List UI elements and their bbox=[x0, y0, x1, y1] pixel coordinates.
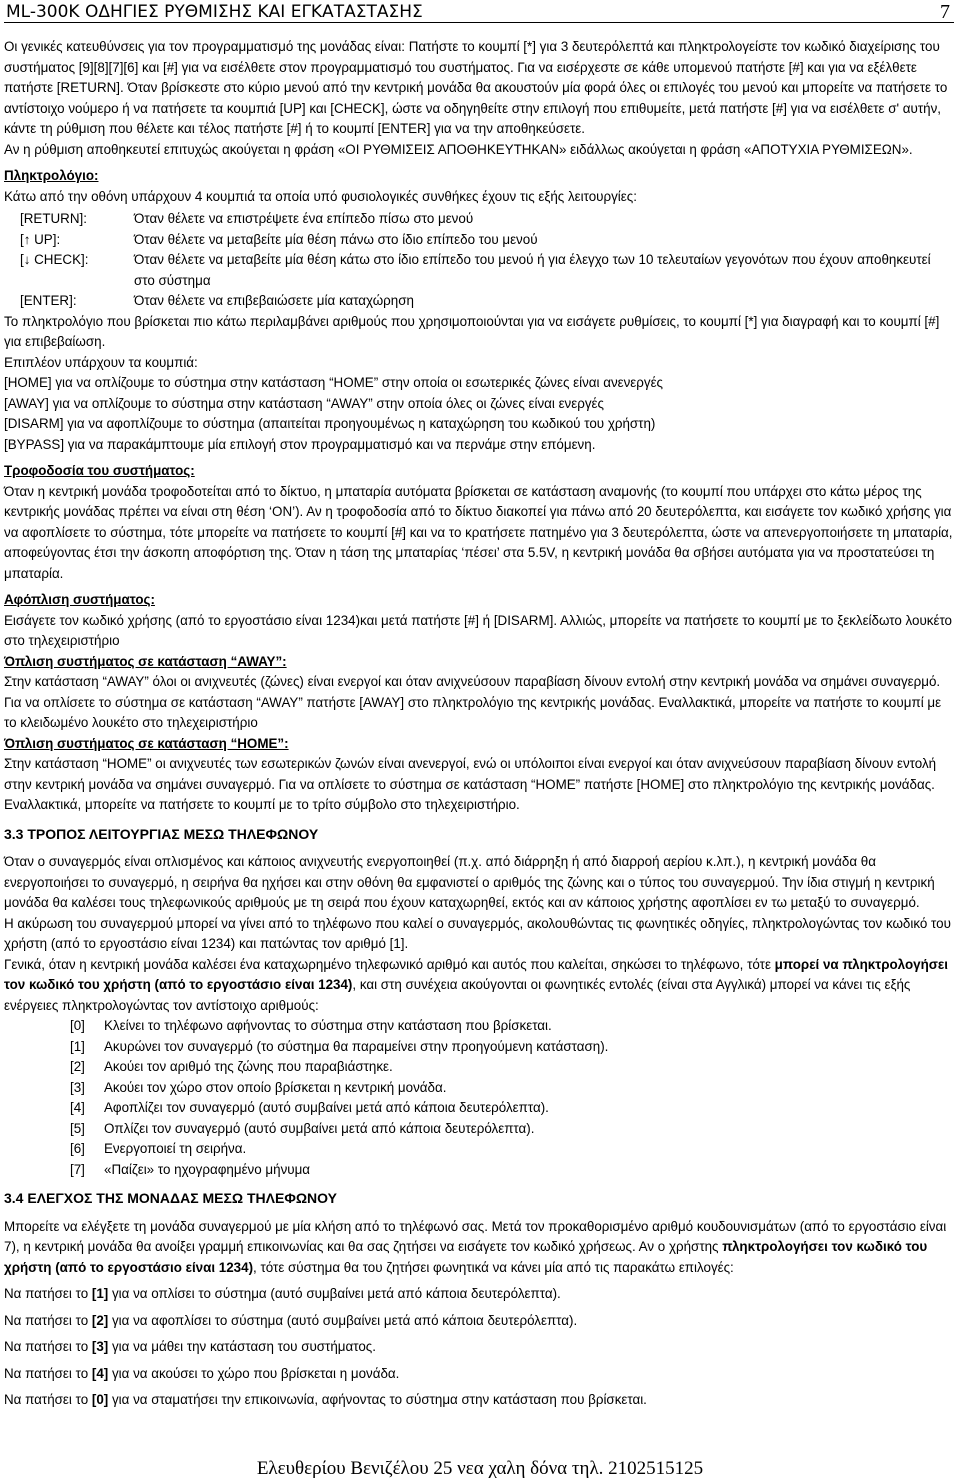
extra-key-away: [AWAY] για να οπλίζουμε το σύστημα στην κατάσταση “AWAY” στην οποία όλες οι ζώνες είναι ενεργές bbox=[4, 395, 604, 411]
keyboard-heading: Πληκτρολόγιο: bbox=[4, 168, 99, 183]
option-code: [0] bbox=[70, 1018, 85, 1033]
key-row bbox=[4, 291, 954, 312]
key-list bbox=[4, 209, 954, 312]
text-run: Γενικά, όταν η κεντρική μονάδα καλέσει ένα καταχωρημένο τηλεφωνικό αριθμό και αυτός που καλείται, σηκώσει το τηλέφωνο, τότε bbox=[4, 956, 775, 972]
option-code: [1] bbox=[91, 1286, 109, 1301]
key-desc: Όταν θέλετε να επιστρέψετε ένα επίπεδο πίσω στο μενού bbox=[134, 211, 474, 226]
option-code: [3] bbox=[91, 1339, 109, 1354]
option-code: [4] bbox=[91, 1365, 109, 1381]
text-run: για να σταματήσει την επικοινωνία, αφήνοντας το σύστημα στην κατάσταση που βρίσκεται. bbox=[108, 1392, 647, 1407]
list-item bbox=[4, 1311, 954, 1332]
extra-key-home: [HOME] για να οπλίζουμε το σύστημα στην κατάσταση “HOME” στην οποία οι εσωτερικές ζώνες είναι ανενεργές bbox=[4, 375, 664, 390]
option-text: Κλείνει το τηλέφωνο αφήνοντας το σύστημα στην κατάσταση που βρίσκεται. bbox=[104, 1018, 552, 1033]
option-text: Ακυρώνει τον συναγερμό (το σύστημα θα παραμείνει στην προηγούμενη κατάσταση). bbox=[104, 1038, 609, 1054]
extra-key-disarm: [DISARM] για να αφοπλίζουμε το σύστημα (απαιτείται προηγουμένως η καταχώρηση του κωδικού του χρήστη) bbox=[4, 416, 656, 431]
page-header bbox=[4, 0, 954, 23]
list-item bbox=[70, 1160, 954, 1181]
list-item bbox=[4, 1364, 954, 1385]
option-code: [5] bbox=[70, 1120, 85, 1136]
power-paragraph: Όταν η κεντρική μονάδα τροφοδοτείται από το δίκτυο, η μπαταρία αυτόματα βρίσκεται σε κατάσταση αναμονής (το κουμπί που υπάρχει στο κάτω μέρος της κεντρικής μονάδας πρέπει να είναι στη θέση ‘ON’). Αν η τροφοδοσία από το δίκτυο διακοπεί για πάνω από 20 δευτερόλεπτα, και εισάγετε τον κωδικό χρήσης για να αφοπλίσετε το σύστημα, τότε μπορείτε να πατήσετε το κουμπί [#] και να το κρατήσετε πατημένο για 3 δευτερόλεπτα, ώστε να απενεργοποιήσετε τη μπαταρία, αποφεύγοντας έτσι την άσκοπη αποφόρτιση της. Όταν η τάση της μπαταρίας ‘πέσει’ στα 5.5V, η κεντρική μονάδα θα σβήσει αυτόματα για να προστατεύσει τη μπαταρία. bbox=[4, 483, 953, 581]
option-text: Ενεργοποιεί τη σειρήνα. bbox=[104, 1141, 247, 1156]
text-run: Να πατήσει το bbox=[4, 1286, 92, 1301]
key-name: [ENTER]: bbox=[20, 293, 77, 308]
intro-result-paragraph: Αν η ρύθμιση αποθηκευτεί επιτυχώς ακούγεται η φράση «ΟΙ ΡΥΘΜΙΣΕΙΣ ΑΠΟΘΗΚΕΥΤΗΚΑΝ» ειδάλλως ακούγεται η φράση «ΑΠΟΤΥΧΙΑ ΡΥΘΜΙΣΕΩΝ». bbox=[4, 141, 913, 157]
key-row bbox=[4, 230, 954, 251]
list-item bbox=[70, 1119, 954, 1140]
text-run: για να οπλίσει το σύστημα (αυτό συμβαίνει μετά από κάποια δευτερόλεπτα). bbox=[108, 1286, 561, 1301]
option-text: Αφοπλίζει τον συναγερμό (αυτό συμβαίνει μετά από κάποια δευτερόλεπτα). bbox=[104, 1100, 549, 1115]
text-run: Να πατήσει το bbox=[4, 1339, 92, 1354]
extra-key-bypass: [BYPASS] για να παρακάμπτουμε μία επιλογή στον προγραμματισμό και να περνάμε στην επόμενη. bbox=[4, 436, 596, 452]
list-item bbox=[4, 1390, 954, 1411]
extra-keys-intro: Επιπλέον υπάρχουν τα κουμπιά: bbox=[4, 354, 198, 370]
key-name: [↓ CHECK]: bbox=[20, 252, 89, 267]
text-run: Να πατήσει το bbox=[4, 1365, 92, 1381]
power-heading: Τροφοδοσία του συστήματος: bbox=[4, 463, 195, 478]
phone-commands-paragraph bbox=[4, 955, 954, 1017]
phone-options-list bbox=[70, 1016, 954, 1180]
list-item bbox=[70, 1057, 954, 1078]
arm-away-paragraph: Στην κατάσταση “AWAY” όλοι οι ανιχνευτές (ζώνες) είναι ενεργοί και όταν ανιχνεύσουν παραβίαση δίνουν εντολή στην κεντρική μονάδα να σημάνει συναγερμό. Για να οπλίσετε το σύστημα σε κατάσταση “AWAY” πατήστε [AWAY] στο πληκτρολόγιο της κεντρικής μονάδας. Εναλλακτικά, μπορείτε να πατήστε το κουμπί με το κλειδωμένο λουκέτο στο τηλεχειριστήριο bbox=[4, 674, 942, 730]
phone-cancel-paragraph: Η ακύρωση του συναγερμού μπορεί να γίνει από το τηλέφωνο που καλεί ο συναγερμός, ακολουθώντας τις φωνητικές οδηγίες, πληκτρολογώντας τον κωδικό του χρήστη (από το εργοστάσιο είναι 1234) και πατώντας τον αριθμό [1]. bbox=[4, 915, 951, 951]
disarm-heading: Αφόπλιση συστήματος: bbox=[4, 592, 155, 607]
arm-away-heading: Όπλιση συστήματος σε κατάσταση “AWAY”: bbox=[4, 653, 287, 669]
key-row bbox=[4, 250, 954, 291]
option-code: [2] bbox=[70, 1059, 85, 1074]
text-run: Να πατήσει το bbox=[4, 1392, 92, 1407]
bold-run: πληκτρολογήσει τον κωδικό του χρήστη (από το εργοστάσιο είναι 1234) bbox=[4, 1239, 928, 1275]
text-run: , και στη συνέχεια ακούγονται οι φωνητικές εντολές (είναι στα Αγγλικά) μπορεί να κάνει τις εξής ενέργειες πληκτρολογώντας τον αντίστοιχο αριθμούς: bbox=[4, 977, 911, 1013]
text-run: για να ακούσει το χώρο που βρίσκεται η μονάδα. bbox=[108, 1365, 400, 1381]
disarm-paragraph: Εισάγετε τον κωδικό χρήσης (από το εργοστάσιο είναι 1234)και μετά πατήστε [#] ή [DISARM]. Αλλιώς, μπορείτε να πατήσετε το κουμπί με το ξεκλείδωτο λουκέτο στο τηλεχειριστήριο bbox=[4, 612, 952, 648]
list-item bbox=[70, 1016, 954, 1037]
option-code: [0] bbox=[91, 1392, 109, 1407]
text-run: Να πατήσει το bbox=[4, 1312, 92, 1328]
text-run: Μπορείτε να ελέγξετε τη μονάδα συναγερμού με μία κλήση από το τηλέφωνό σας. Μετά τον προκαθορισμένο αριθμό κουδουνισμάτων (από το εργοστάσιο είναι 7), η κεντρική μονάδα θα ανοίξει γραμμή επικοινωνίας και θα σας ζητήσει να εισάγετε τον κωδικό χρήσεως. Αν ο χρήστης bbox=[4, 1218, 947, 1254]
list-item bbox=[70, 1037, 954, 1058]
key-desc: Όταν θέλετε να επιβεβαιώσετε μία καταχώρηση bbox=[134, 293, 414, 308]
option-code: [2] bbox=[91, 1312, 109, 1328]
key-row bbox=[4, 209, 954, 230]
keyboard-intro: Κάτω από την οθόνη υπάρχουν 4 κουμπιά τα οποία υπό φυσιολογικές συνθήκες έχουν τις εξής λειτουργίες: bbox=[4, 188, 637, 204]
option-code: [6] bbox=[70, 1141, 85, 1156]
list-item bbox=[70, 1098, 954, 1119]
option-text: «Παίζει» το ηχογραφημένο μήνυμα bbox=[104, 1161, 311, 1177]
section-3-3-heading: 3.3 ΤΡΟΠΟΣ ΛΕΙΤΟΥΡΓΙΑΣ ΜΕΣΩ ΤΗΛΕΦΩΝΟΥ bbox=[4, 825, 319, 842]
key-name: [RETURN]: bbox=[20, 211, 87, 226]
phone-operation-paragraph: Όταν ο συναγερμός είναι οπλισμένος και κάποιος ανιχνευτής ενεργοποιηθεί (π.χ. από διάρρηξη ή από διαρροή αερίου κ.λπ.), η κεντρική μονάδα θα ενεργοποιήσει το συναγερμό, η σειρήνα θα ηχήσει και στην οθόνη θα εμφανιστεί ο αριθμός της ζώνης και ο τύπος του συναγερμού. Την ίδια στιγμή η κεντρική μονάδα θα καλέσει τους τηλεφωνικούς αριθμούς με τη σειρά που έχουν καταχωρηθεί, εκτός και αν κάποιος χρήστης αφοπλίσει εν τω μεταξύ το συναγερμό. bbox=[4, 854, 935, 910]
header-title: ML-300K ΟΔΗΓΙΕΣ ΡΥΘΜΙΣΗΣ ΚΑΙ ΕΓΚΑΤΑΣΤΑΣΗΣ bbox=[6, 2, 423, 22]
text-run: για να αφοπλίσει το σύστημα (αυτό συμβαίνει μετά από κάποια δευτερόλεπτα). bbox=[108, 1312, 578, 1328]
section-3-4-heading: 3.4 ΕΛΕΓΧΟΣ ΤΗΣ ΜΟΝΑΔΑΣ ΜΕΣΩ ΤΗΛΕΦΩΝΟΥ bbox=[4, 1190, 338, 1206]
option-text: Οπλίζει τον συναγερμό (αυτό συμβαίνει μετά από κάποια δευτερόλεπτα). bbox=[104, 1120, 535, 1136]
numeric-keypad-paragraph: Το πληκτρολόγιο που βρίσκεται πιο κάτω περιλαμβάνει αριθμούς που χρησιμοποιούνται για να εισάγετε ρυθμίσεις, το κουμπί [*] για διαγραφή και το κουμπί [#] για επιβεβαίωση. bbox=[4, 313, 940, 349]
arm-home-heading: Όπλιση συστήματος σε κατάσταση “HOME”: bbox=[4, 735, 289, 751]
key-desc: Όταν θέλετε να μεταβείτε μία θέση πάνω στο ίδιο επίπεδο του μενού bbox=[134, 231, 538, 247]
list-item bbox=[70, 1078, 954, 1099]
bold-run: μπορεί να πληκτρολογήσει τον κωδικό του χρήστη (από το εργοστάσιο είναι 1234) bbox=[4, 956, 949, 992]
key-name: [↑ UP]: bbox=[20, 231, 61, 247]
key-desc: Όταν θέλετε να μεταβείτε μία θέση κάτω στο ίδιο επίπεδο του μενού ή για έλεγχο των 10 τελευταίων γεγονότων που έχουν αποθηκευτεί στο σύστημα bbox=[134, 252, 931, 288]
text-run: , τότε σύστημα θα του ζητήσει φωνητικά να κάνει μία από τις παρακάτω επιλογές: bbox=[253, 1259, 734, 1275]
page-footer: Ελευθερίου Βενιζέλου 25 νεα χαλη δόνα τηλ. 2102515125 bbox=[256, 1458, 704, 1479]
phone-control-paragraph bbox=[4, 1217, 954, 1279]
list-item bbox=[70, 1139, 954, 1160]
option-text: Ακούει τον αριθμό της ζώνης που παραβιάστηκε. bbox=[104, 1059, 393, 1074]
text-run: για να μάθει την κατάσταση του συστήματος. bbox=[108, 1339, 376, 1354]
list-item bbox=[4, 1337, 954, 1358]
option-code: [3] bbox=[70, 1079, 85, 1095]
arm-home-paragraph: Στην κατάσταση “HOME” οι ανιχνευτές των εσωτερικών ζωνών είναι ανενεργοί, ενώ οι υπόλοιποι είναι ενεργοί και όταν ανιχνεύσουν παραβίαση δίνουν εντολή στην κεντρική μονάδα να σημάνει συναγερμό. Για να οπλίσετε το σύστημα σε κατάσταση “HOME” πατήστε [HOME] στο πληκτρολόγιο της κεντρικής μονάδας. Εναλλακτικά, μπορείτε να πατήσετε το κουμπί με το τρίτο σύμβολο στο τηλεχειριστήριο. bbox=[4, 756, 937, 812]
option-code: [4] bbox=[70, 1100, 85, 1115]
option-text: Ακούει τον χώρο στον οποίο βρίσκεται η κεντρική μονάδα. bbox=[104, 1079, 447, 1095]
option-code: [7] bbox=[70, 1161, 85, 1177]
option-code: [1] bbox=[70, 1038, 85, 1054]
intro-paragraph: Οι γενικές κατευθύνσεις για τον προγραμματισμό της μονάδας είναι: Πατήστε το κουμπί [*] για 3 δευτερόλεπτά και πληκτρολογείστε τον κωδικό διαχείρισης του συστήματος [9][8][7][6] και [#] για να εισέλθετε στον προγραμματισμό του συστήματος. Για να εισέρχεστε σε κάθε υπομενού πατήστε [#] και για να εξέλθετε πατήστε [RETURN]. Όταν βρίσκεστε στο κύριο μενού από την κεντρική μονάδα θα ακουστούν μία φορά όλες οι επιλογές του μενού και μπορείτε να πατήσετε το αντίστοιχο νούμερο ή να πατήσετε τα κουμπιά [UP] και [CHECK], ώστε να οδηγηθείτε στην επιλογή που επιθυμείτε, μετά πατήστε [#] για να εισέλθετε σ' αυτήν, κάντε τη ρύθμιση που θέλετε και τέλος πατήστε [#] ή το κουμπί [ENTER] για να την αποθηκεύσετε. bbox=[4, 39, 948, 136]
page-number: 7 bbox=[940, 1, 950, 23]
list-item bbox=[4, 1284, 954, 1305]
